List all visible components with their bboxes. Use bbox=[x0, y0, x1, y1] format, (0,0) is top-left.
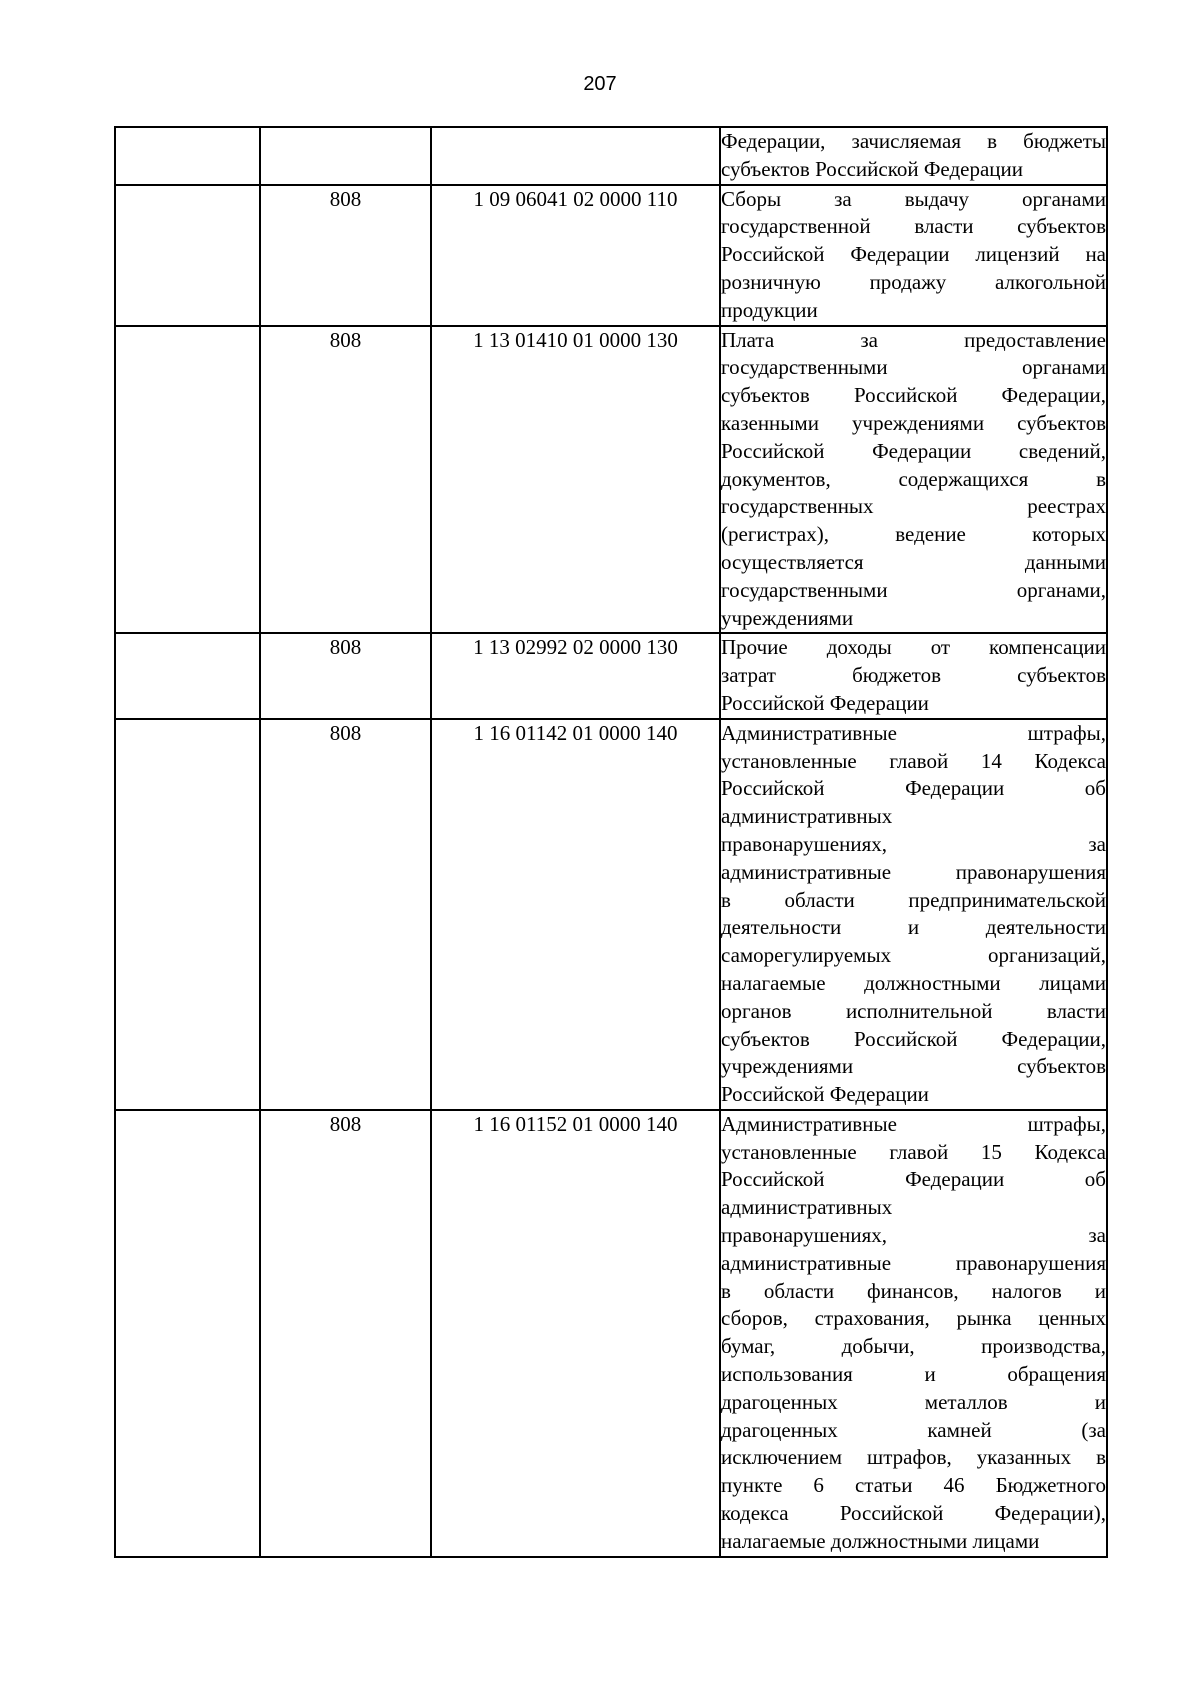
table-row bbox=[115, 127, 1107, 185]
revenue-name-line: субъектов Российской Федерации, bbox=[721, 383, 1106, 408]
revenue-name-line: Федерации, зачисляемая в бюджеты bbox=[721, 129, 1106, 153]
revenue-name-line: Российской Федерации bbox=[721, 690, 929, 715]
revenue-name-line: субъектов Российской Федерации, bbox=[721, 1026, 1106, 1051]
table-row bbox=[115, 633, 1107, 718]
revenue-name-line: административные правонарушения bbox=[721, 859, 1106, 884]
revenue-name-line: Российской Федерации лицензий на bbox=[721, 242, 1106, 267]
revenue-name-line: исключением штрафов, указанных в bbox=[721, 1445, 1106, 1470]
revenue-name-line: в области финансов, налогов и bbox=[721, 1278, 1106, 1303]
revenue-name-line: государственными органами bbox=[721, 355, 1106, 380]
revenue-name-line: правонарушениях, за bbox=[721, 831, 1106, 856]
blank-cell bbox=[115, 127, 260, 185]
revenue-name-line: налагаемые должностными лицами bbox=[721, 1528, 1040, 1553]
revenue-name-line: административных bbox=[721, 1195, 893, 1220]
revenue-name-line: Российской Федерации сведений, bbox=[721, 438, 1106, 463]
admin-code-cell: 808 bbox=[260, 326, 431, 634]
revenue-name-line: Прочие доходы от компенсации bbox=[721, 635, 1106, 660]
table-row bbox=[115, 1110, 1107, 1557]
revenue-name-line: Российской Федерации bbox=[721, 1082, 929, 1107]
revenue-name-line: (регистрах), ведение которых bbox=[721, 522, 1106, 547]
revenue-codes-table bbox=[114, 126, 1108, 1558]
revenue-name-line: государственными органами, bbox=[721, 577, 1106, 602]
admin-code-cell bbox=[260, 127, 431, 185]
table-row bbox=[115, 326, 1107, 634]
page-number: 207 bbox=[583, 73, 617, 95]
revenue-name-cell bbox=[720, 719, 1107, 1110]
revenue-name-line: документов, содержащихся в bbox=[721, 466, 1106, 491]
revenue-name-line: Сборы за выдачу органами bbox=[721, 186, 1106, 211]
blank-cell bbox=[115, 1110, 260, 1557]
revenue-name-line: розничную продажу алкогольной bbox=[721, 269, 1106, 294]
revenue-name-line: сборов, страхования, рынка ценных bbox=[721, 1306, 1106, 1331]
revenue-name-line: пункте 6 статьи 46 Бюджетного bbox=[721, 1473, 1106, 1498]
revenue-name-line: субъектов Российской Федерации bbox=[721, 156, 1024, 181]
revenue-name-line: Плата за предоставление bbox=[721, 327, 1106, 352]
revenue-name-line: учреждениями субъектов bbox=[721, 1054, 1106, 1079]
revenue-name-line: затрат бюджетов субъектов bbox=[721, 663, 1106, 688]
admin-code-cell: 808 bbox=[260, 185, 431, 326]
revenue-name-line: установленные главой 15 Кодекса bbox=[721, 1139, 1106, 1164]
revenue-name-line: Российской Федерации об bbox=[721, 776, 1106, 801]
revenue-name-cell bbox=[720, 1110, 1107, 1557]
admin-code-cell: 808 bbox=[260, 1110, 431, 1557]
revenue-name-line: государственной власти субъектов bbox=[721, 214, 1106, 239]
revenue-name-line: кодекса Российской Федерации), bbox=[721, 1501, 1106, 1526]
blank-cell bbox=[115, 633, 260, 718]
admin-code-cell: 808 bbox=[260, 633, 431, 718]
revenue-code-cell: 1 16 01142 01 0000 140 bbox=[431, 719, 720, 1110]
revenue-name-cell bbox=[720, 185, 1107, 326]
revenue-name-line: Административные штрафы, bbox=[721, 1111, 1106, 1136]
revenue-name-line: Административные штрафы, bbox=[721, 720, 1106, 745]
revenue-name-line: драгоценных камней (за bbox=[721, 1417, 1106, 1442]
blank-cell bbox=[115, 185, 260, 326]
revenue-code-cell bbox=[431, 127, 720, 185]
blank-cell bbox=[115, 719, 260, 1110]
revenue-name-line: Российской Федерации об bbox=[721, 1167, 1106, 1192]
revenue-code-cell: 1 09 06041 02 0000 110 bbox=[431, 185, 720, 326]
revenue-name-cell bbox=[720, 326, 1107, 634]
revenue-name-line: бумаг, добычи, производства, bbox=[721, 1334, 1106, 1359]
table-body bbox=[115, 127, 1107, 1557]
revenue-name-line: учреждениями bbox=[721, 605, 854, 630]
revenue-name-line: органов исполнительной власти bbox=[721, 998, 1106, 1023]
revenue-name-line: в области предпринимательской bbox=[721, 887, 1106, 912]
revenue-code-cell: 1 16 01152 01 0000 140 bbox=[431, 1110, 720, 1557]
revenue-name-line: налагаемые должностными лицами bbox=[721, 970, 1106, 995]
revenue-name-line: продукции bbox=[721, 297, 818, 322]
revenue-name-line: осуществляется данными bbox=[721, 549, 1106, 574]
table-row bbox=[115, 719, 1107, 1110]
revenue-name-line: административных bbox=[721, 804, 893, 829]
revenue-name-line: административные правонарушения bbox=[721, 1250, 1106, 1275]
table-row bbox=[115, 185, 1107, 326]
revenue-code-cell: 1 13 02992 02 0000 130 bbox=[431, 633, 720, 718]
revenue-name-line: драгоценных металлов и bbox=[721, 1389, 1106, 1414]
blank-cell bbox=[115, 326, 260, 634]
revenue-name-line: деятельности и деятельности bbox=[721, 915, 1106, 940]
revenue-name-line: казенными учреждениями субъектов bbox=[721, 410, 1106, 435]
revenue-name-line: государственных реестрах bbox=[721, 494, 1106, 519]
revenue-name-cell bbox=[720, 633, 1107, 718]
revenue-name-line: использования и обращения bbox=[721, 1362, 1106, 1387]
revenue-name-line: правонарушениях, за bbox=[721, 1223, 1106, 1248]
admin-code-cell: 808 bbox=[260, 719, 431, 1110]
revenue-name-line: саморегулируемых организаций, bbox=[721, 943, 1106, 968]
revenue-name-line: установленные главой 14 Кодекса bbox=[721, 748, 1106, 773]
revenue-name-cell bbox=[720, 127, 1107, 185]
revenue-code-cell: 1 13 01410 01 0000 130 bbox=[431, 326, 720, 634]
